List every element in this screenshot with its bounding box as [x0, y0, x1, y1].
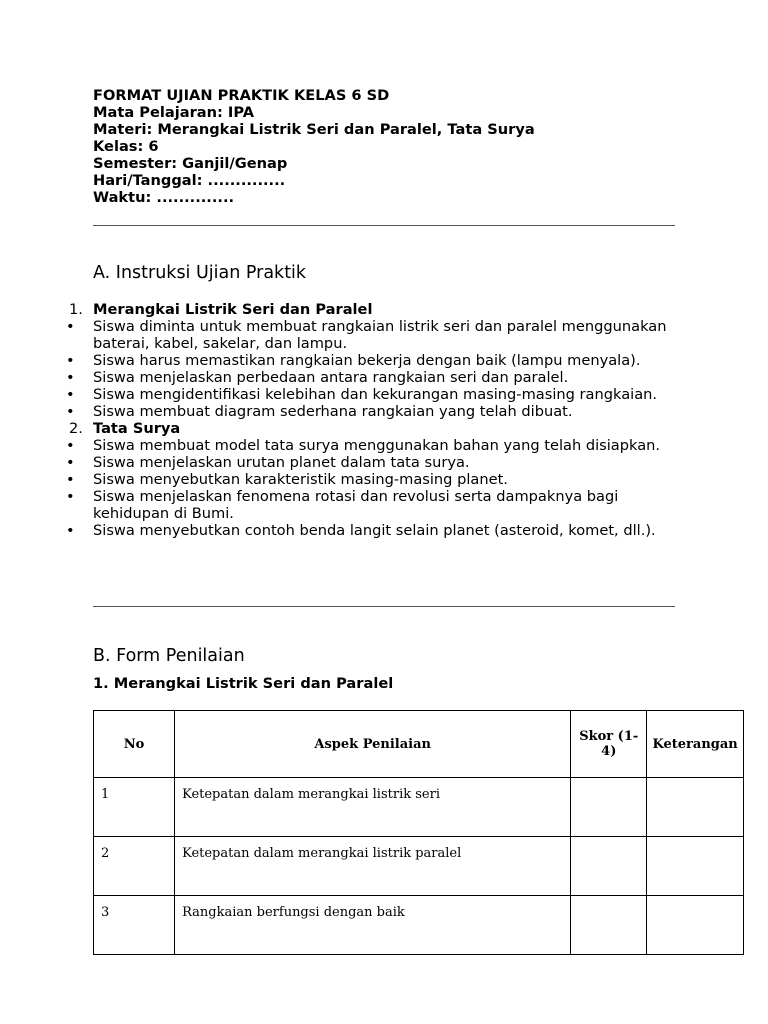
divider-middle — [93, 606, 675, 607]
section-b-title: B. Form Penilaian — [93, 646, 245, 666]
time-line: Waktu: .............. — [93, 189, 235, 206]
list-item: • Siswa menjelaskan perbedaan antara rangkaian seri dan paralel. — [66, 369, 569, 386]
row-notes-cell[interactable] — [647, 896, 744, 955]
divider-top — [93, 225, 675, 226]
list-item: • Siswa menjelaskan urutan planet dalam tata surya. — [66, 454, 470, 471]
header-aspect: Aspek Penilaian — [175, 711, 571, 778]
instruction-list — [60, 301, 700, 539]
row-score-cell[interactable] — [571, 837, 647, 896]
row-notes-cell[interactable] — [647, 837, 744, 896]
date-line: Hari/Tanggal: .............. — [93, 172, 286, 189]
table-row — [94, 896, 744, 955]
instruction-group-1-title — [60, 301, 700, 318]
list-item: • Siswa menjelaskan fenomena rotasi dan revolusi serta dampaknya bagi kehidupan di Bumi. — [66, 488, 619, 522]
row-notes-cell[interactable] — [647, 778, 744, 837]
list-item: • Siswa diminta untuk membuat rangkaian listrik seri dan paralel menggunakan baterai, kabel, sakelar, dan lampu. — [66, 318, 667, 352]
semester-line: Semester: Ganjil/Genap — [93, 155, 288, 172]
row-score-cell[interactable] — [571, 896, 647, 955]
row-aspect: Ketepatan dalam merangkai listrik seri — [175, 778, 571, 837]
row-number: 2 — [94, 837, 175, 896]
row-aspect: Rangkaian berfungsi dengan baik — [175, 896, 571, 955]
section-a-title: A. Instruksi Ujian Praktik — [93, 263, 307, 283]
list-item: • Siswa mengidentifikasi kelebihan dan kekurangan masing-masing rangkaian. — [66, 386, 658, 403]
assessment-subtitle: 1. Merangkai Listrik Seri dan Paralel — [93, 675, 394, 692]
subject-line: Mata Pelajaran: IPA — [93, 104, 255, 121]
row-number: 3 — [94, 896, 175, 955]
instruction-group-1-label: Merangkai Listrik Seri dan Paralel — [93, 301, 373, 318]
document-title: FORMAT UJIAN PRAKTIK KELAS 6 SD — [93, 87, 390, 104]
list-item: • Siswa harus memastikan rangkaian bekerja dengan baik (lampu menyala). — [66, 352, 641, 369]
instruction-group-2-label: Tata Surya — [93, 420, 181, 437]
table-row — [94, 778, 744, 837]
list-item: • Siswa membuat model tata surya menggunakan bahan yang telah disiapkan. — [66, 437, 661, 454]
instruction-group-1-number: 1. — [69, 301, 83, 318]
instruction-group-2-number: 2. — [69, 420, 83, 437]
table-header-row — [94, 711, 744, 778]
header-no: No — [94, 711, 175, 778]
instruction-group-2-title — [60, 420, 700, 437]
row-number: 1 — [94, 778, 175, 837]
header-score: Skor (1-4) — [571, 711, 647, 778]
document-header — [93, 87, 535, 206]
list-item: • Siswa menyebutkan contoh benda langit selain planet (asteroid, komet, dll.). — [66, 522, 656, 539]
table-row — [94, 837, 744, 896]
row-aspect: Ketepatan dalam merangkai listrik paralel — [175, 837, 571, 896]
material-line: Materi: Merangkai Listrik Seri dan Paralel, Tata Surya — [93, 121, 535, 138]
list-item: • Siswa membuat diagram sederhana rangkaian yang telah dibuat. — [66, 403, 573, 420]
header-notes: Keterangan — [647, 711, 744, 778]
grade-line: Kelas: 6 — [93, 138, 159, 155]
row-score-cell[interactable] — [571, 778, 647, 837]
assessment-table — [93, 710, 744, 955]
list-item: • Siswa menyebutkan karakteristik masing-masing planet. — [66, 471, 508, 488]
